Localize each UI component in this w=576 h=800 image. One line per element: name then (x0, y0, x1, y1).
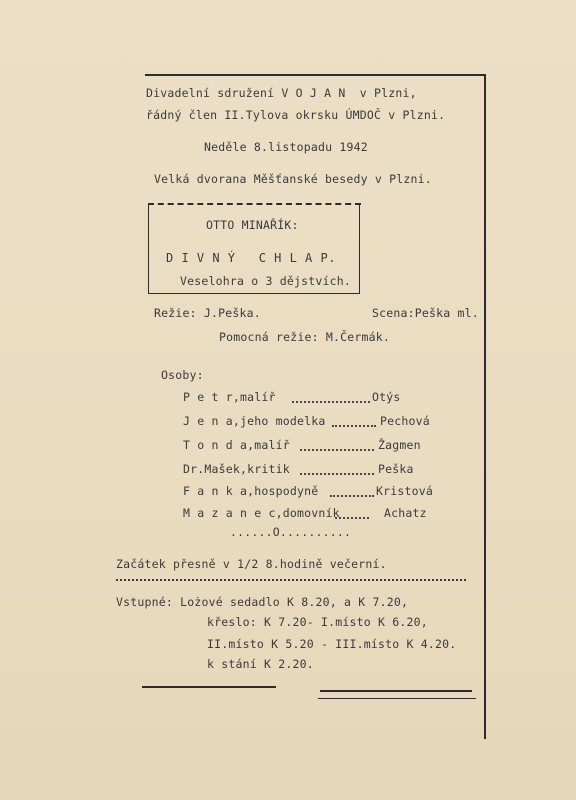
admission-line-2: křeslo: K 7.20- I.místo K 6.20, (207, 615, 428, 629)
cast-role-6: M a z a n e c,domovník (183, 506, 340, 520)
admission-line-1: Vstupné: Lożové sedadlo K 8.20, a K 7.20, (116, 595, 409, 609)
start-time: Začátek přesně v 1/2 8.hodině večerní. (116, 557, 387, 571)
cast-ornament: ......O.......... (230, 525, 352, 539)
cast-actor-4: Peška (378, 462, 414, 476)
cast-leader-5 (330, 495, 374, 497)
header-line-1: Divadelní sdružení V O J A N v Plzni, (146, 86, 417, 100)
cast-actor-2: Pechová (380, 414, 430, 428)
header-line-2: řádný člen II.Tylova okrsku ÚMDOČ v Plzni. (146, 108, 446, 122)
cast-role-5: F a n k a,hospodyně (183, 484, 319, 498)
cast-leader-1 (292, 401, 370, 403)
cast-actor-6: Achatz (384, 506, 427, 520)
director-credit: Režie: J.Peška. (154, 306, 261, 320)
start-time-underline (116, 579, 466, 581)
bottom-rule-right-2 (318, 698, 476, 699)
cast-leader-3 (300, 449, 374, 451)
admission-line-3: II.místo K 5.20 - III.místo K 4.20. (207, 637, 457, 651)
cast-leader-2 (332, 425, 376, 427)
frame-right-line (484, 74, 486, 739)
bottom-rule-left (142, 686, 276, 688)
cast-role-4: Dr.Mašek,kritik (183, 462, 290, 476)
cast-leader-4 (300, 473, 374, 475)
cast-role-3: T o n d a,malíř (183, 438, 290, 452)
venue-line: Velká dvorana Měšťanské besedy v Plzni. (154, 172, 432, 186)
cast-leader-6 (335, 517, 369, 519)
cast-actor-3: Žagmen (378, 438, 421, 452)
bottom-rule-right (320, 690, 472, 692)
author-name: OTTO MINAŘÍK: (206, 218, 299, 232)
cast-actor-1: Otýs (372, 390, 401, 404)
frame-top-line (145, 74, 485, 76)
set-design-credit: Scena:Peška ml. (372, 306, 479, 320)
play-genre: Veselohra o 3 dějstvích. (180, 274, 351, 288)
cast-actor-5: Kristová (376, 484, 433, 498)
play-title: D I V N Ý C H L A P. (166, 251, 336, 265)
assistant-director-credit: Pomocná režie: M.Čermák. (219, 330, 390, 344)
admission-line-4: k stání K 2.20. (207, 657, 314, 671)
cast-role-2: J e n a,jeho modelka (183, 414, 326, 428)
cast-role-1: P e t r,malíř (183, 390, 276, 404)
date-line: Neděle 8.listopadu 1942 (204, 140, 368, 154)
cast-heading: Osoby: (161, 368, 204, 382)
